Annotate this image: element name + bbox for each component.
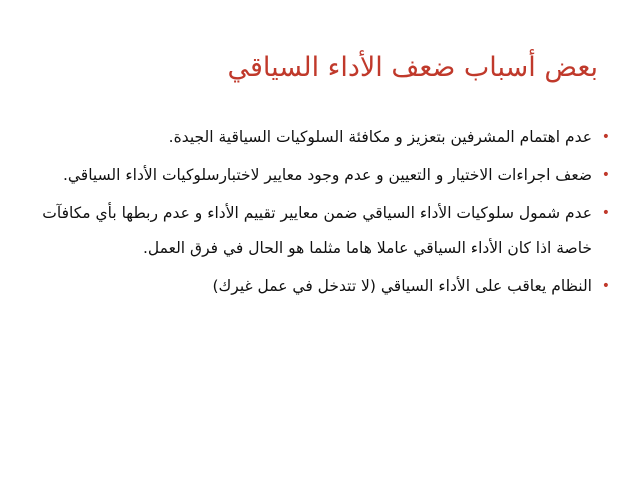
bullet-text: عدم شمول سلوكيات الأداء السياقي ضمن معايير تقييم الأداء و عدم ربطها بأي مكافآت خاصة اذا كان الأداء السياقي عاملا هاما مثلما هو الحال في فرق العمل. bbox=[42, 204, 592, 257]
bullet-text: ضعف اجراءات الاختيار و التعيين و عدم وجود معايير لاختبارسلوكيات الأداء السياقي. bbox=[62, 166, 592, 184]
bullet-dot-icon: • bbox=[601, 167, 610, 183]
bullet-list bbox=[24, 120, 610, 304]
bullet-dot-icon: • bbox=[601, 278, 610, 294]
bullet-item bbox=[24, 158, 610, 193]
bullet-dot-icon: • bbox=[601, 205, 610, 221]
bullet-text: النظام يعاقب على الأداء السياقي (لا تتدخل في عمل غيرك) bbox=[212, 277, 592, 295]
slide-title: بعض أسباب ضعف الأداء السياقي bbox=[227, 52, 598, 83]
bullet-text: عدم اهتمام المشرفين بتعزيز و مكافئة السلوكيات السياقية الجيدة. bbox=[168, 128, 592, 146]
bullet-item bbox=[24, 120, 610, 155]
bullet-item bbox=[24, 196, 610, 266]
bullet-dot-icon: • bbox=[601, 129, 610, 145]
bullet-item bbox=[24, 269, 610, 304]
